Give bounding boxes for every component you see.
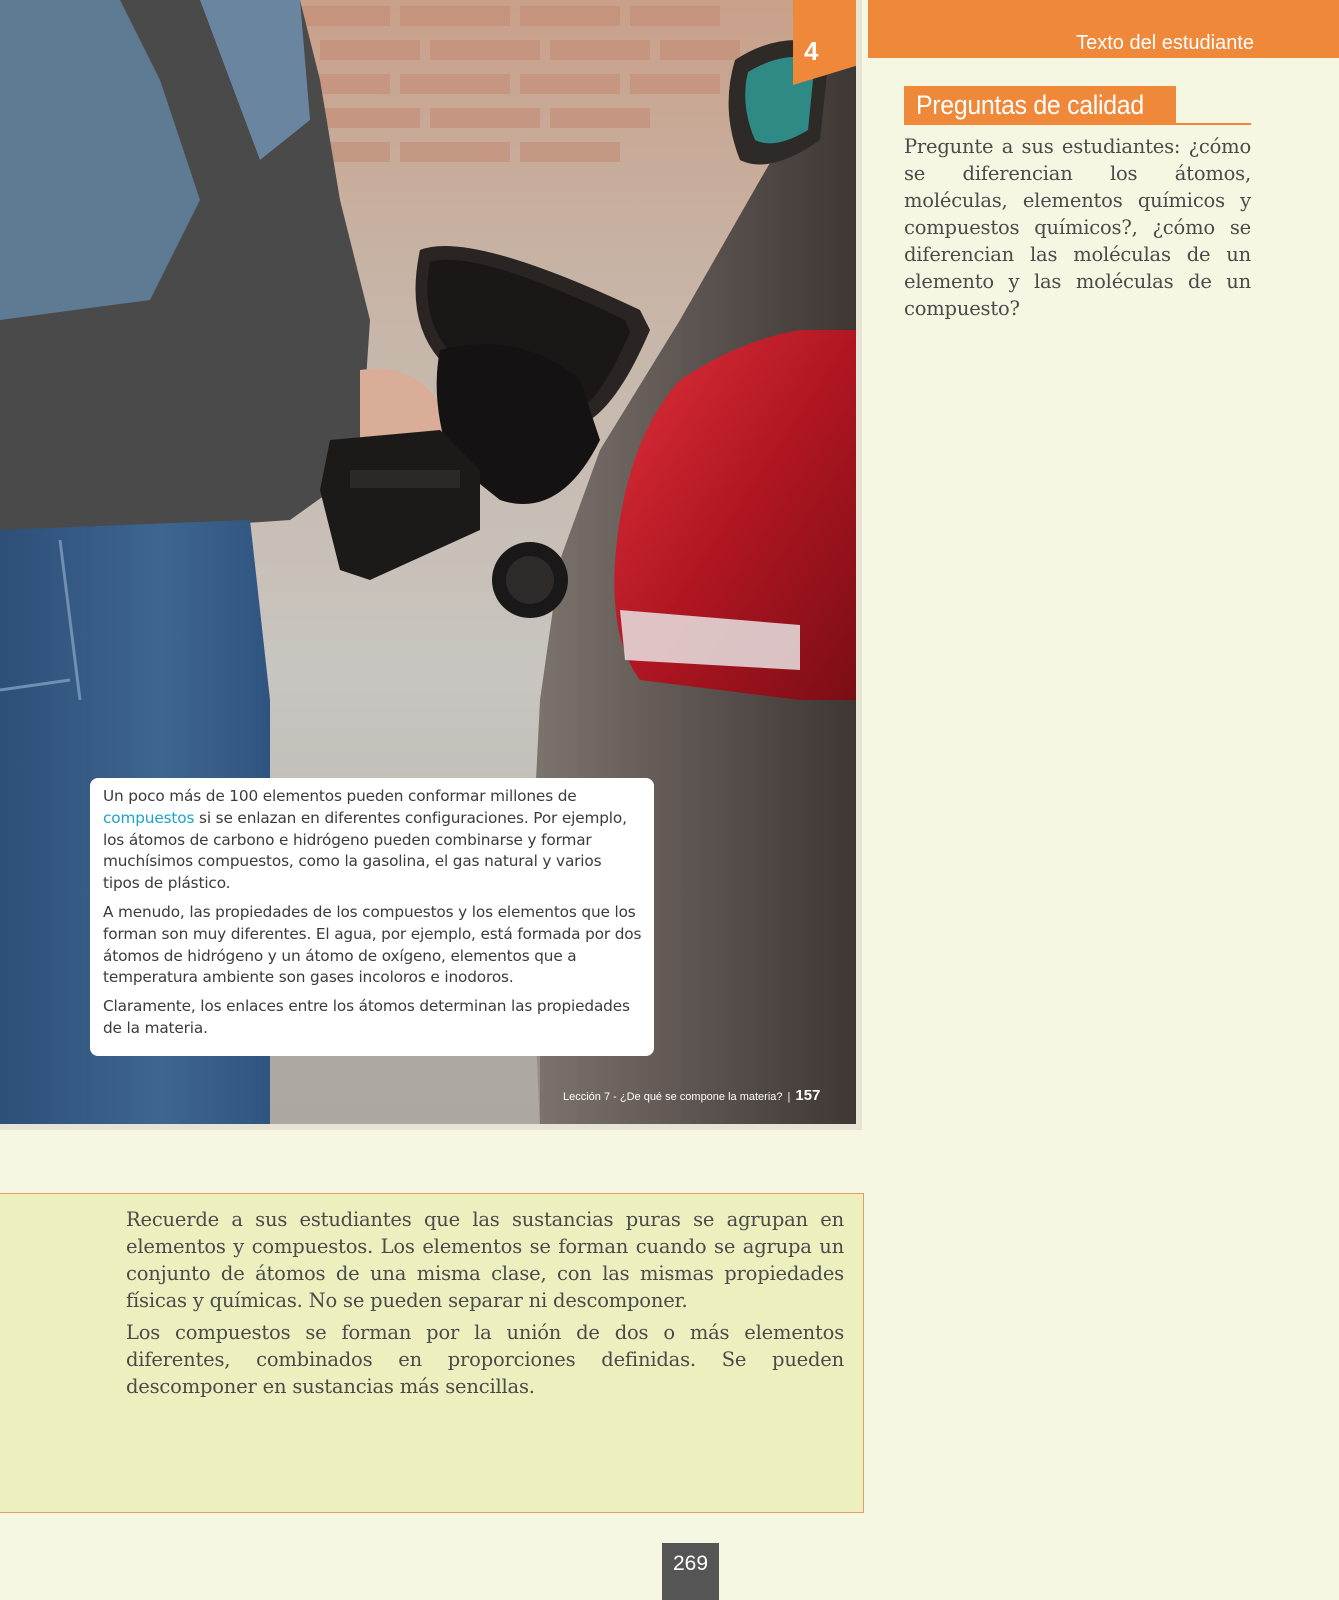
footer-separator: | [787,1091,791,1103]
unit-number: 4 [804,36,819,66]
teacher-note-text [126,1206,844,1405]
quality-questions-title: Preguntas de calidad [916,89,1144,120]
teacher-note-paragraph-1: Recuerde a sus estudiantes que las sustancias puras se agrupan en elementos y compuestos. Los elementos se forman cuando se agrupa un conjunto de átomos de una misma clase, con las mismas propiedades físicas y químicas. No se pueden separar ni descomponer. [126,1208,844,1312]
student-page-number: 157 [795,1087,821,1104]
title-rule [904,123,1251,125]
student-paragraph-2: A menudo, las propiedades de los compuestos y los elementos que los forman son muy diferentes. El agua, por ejemplo, está formada por dos átomos de hidrógeno y un átomo de oxígeno, elementos que a temperatura ambiente son gases incoloros e inodoros. [103,902,642,987]
student-paragraph-1 [103,786,642,895]
lesson-title: Lección 7 - ¿De qué se compone la materia? [563,1091,783,1103]
glossary-term-compuestos[interactable]: compuestos [103,808,195,827]
student-page-photo [0,0,862,1130]
student-text-card [90,778,654,1056]
student-paragraph-1-start: Un poco más de 100 elementos pueden conformar millones de [103,787,577,805]
page-number: 269 [662,1543,719,1600]
quality-questions-title-box [904,86,1176,124]
student-paragraph-3: Claramente, los enlaces entre los átomos determinan las propiedades de la materia. [103,997,630,1037]
student-page-footer [563,1087,820,1104]
header-label: Texto del estudiante [1076,32,1254,54]
teacher-note-box [0,1193,864,1513]
header-bar [868,0,1339,58]
teacher-note-paragraph-2: Los compuestos se forman por la unión de dos o más elementos diferentes, combinados en proporciones definidas. Se pueden descomponer en sustancias más sencillas. [126,1321,844,1398]
student-paragraph-1-end: si se enlazan en diferentes configuraciones. Por ejemplo, los átomos de carbono e hidrógeno pueden combinarse y formar muchísimos compuestos, como la gasolina, el gas natural y varios tipos de plástico. [103,808,627,893]
quality-questions-text: Pregunte a sus estudiantes: ¿cómo se diferencian los átomos, moléculas, elementos químicos y compuestos químicos?, ¿cómo se diferencian las moléculas de un elemento y las moléculas de un compuesto? [904,135,1251,320]
